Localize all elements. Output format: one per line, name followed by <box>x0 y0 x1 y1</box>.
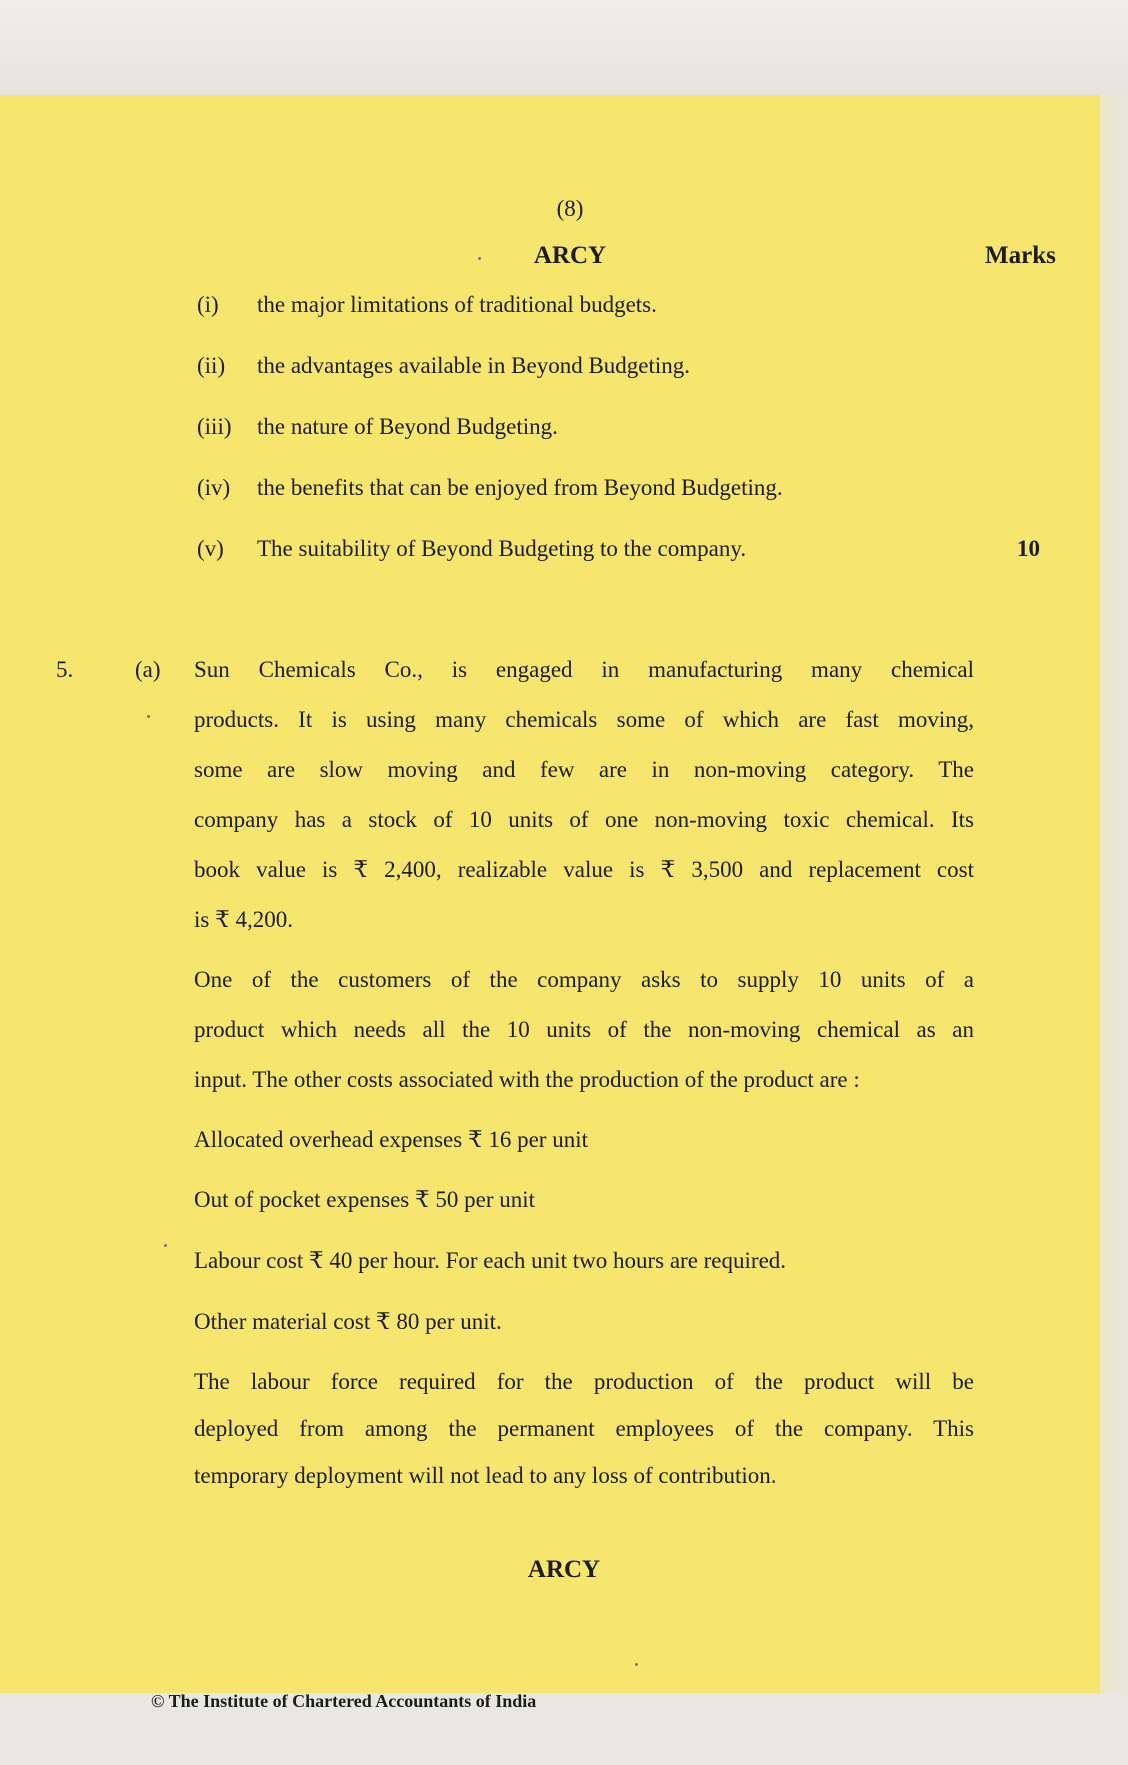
scan-speck <box>635 1663 638 1666</box>
exam-page <box>0 95 1100 1693</box>
list-item-text: the advantages available in Beyond Budgeting. <box>257 353 691 378</box>
scan-speck <box>147 715 150 718</box>
scan-speck <box>164 1244 167 1247</box>
paragraph-line: some are slow moving and few are in non-moving category. The <box>194 757 974 782</box>
paragraph-line: deployed from among the permanent employees of the company. This <box>194 1416 974 1441</box>
list-item-text: the nature of Beyond Budgeting. <box>257 414 558 439</box>
paragraph-line: temporary deployment will not lead to any loss of contribution. <box>194 1463 777 1488</box>
marks-value: 10 <box>1017 536 1040 561</box>
list-item-number: (i) <box>197 292 219 317</box>
list-item-number: (v) <box>197 536 224 561</box>
paragraph-line: product which needs all the 10 units of the non-moving chemical as an <box>194 1017 974 1042</box>
cost-line: Out of pocket expenses ₹ 50 per unit <box>194 1187 536 1212</box>
paragraph-line: Sun Chemicals Co., is engaged in manufacturing many chemical <box>194 657 974 682</box>
paper-code-header: ARCY <box>533 242 607 269</box>
scan-speck <box>478 257 481 260</box>
page-number: (8) <box>556 196 584 221</box>
cost-line: Labour cost ₹ 40 per hour. For each unit two hours are required. <box>194 1248 787 1273</box>
list-item-text: The suitability of Beyond Budgeting to the company. <box>257 536 747 561</box>
question-part: (a) <box>135 657 161 682</box>
paragraph-line: products. It is using many chemicals some of which are fast moving, <box>194 707 974 732</box>
copyright-footer: © The Institute of Chartered Accountants of India <box>151 1691 537 1711</box>
list-item-number: (iv) <box>197 475 231 500</box>
paragraph-line: is ₹ 4,200. <box>194 907 293 932</box>
marks-column-header: Marks <box>985 242 1056 269</box>
paragraph-line: One of the customers of the company asks to supply 10 units of a <box>194 967 974 992</box>
list-item-number: (iii) <box>197 414 232 439</box>
paragraph-line: input. The other costs associated with the production of the product are : <box>194 1067 860 1092</box>
paragraph-line: company has a stock of 10 units of one non-moving toxic chemical. Its <box>194 807 974 832</box>
scan-top-margin <box>0 0 1128 96</box>
list-item-text: the benefits that can be enjoyed from Beyond Budgeting. <box>257 475 783 500</box>
page-edge <box>1100 95 1128 1693</box>
paragraph-line: The labour force required for the production of the product will be <box>194 1369 974 1394</box>
cost-line: Allocated overhead expenses ₹ 16 per unit <box>194 1127 588 1152</box>
paper-code-footer: ARCY <box>527 1556 601 1583</box>
question-number: 5. <box>56 657 74 682</box>
paragraph-line: book value is ₹ 2,400, realizable value is ₹ 3,500 and replacement cost <box>194 857 974 882</box>
cost-line: Other material cost ₹ 80 per unit. <box>194 1309 502 1334</box>
list-item-text: the major limitations of traditional budgets. <box>257 292 657 317</box>
list-item-number: (ii) <box>197 353 226 378</box>
